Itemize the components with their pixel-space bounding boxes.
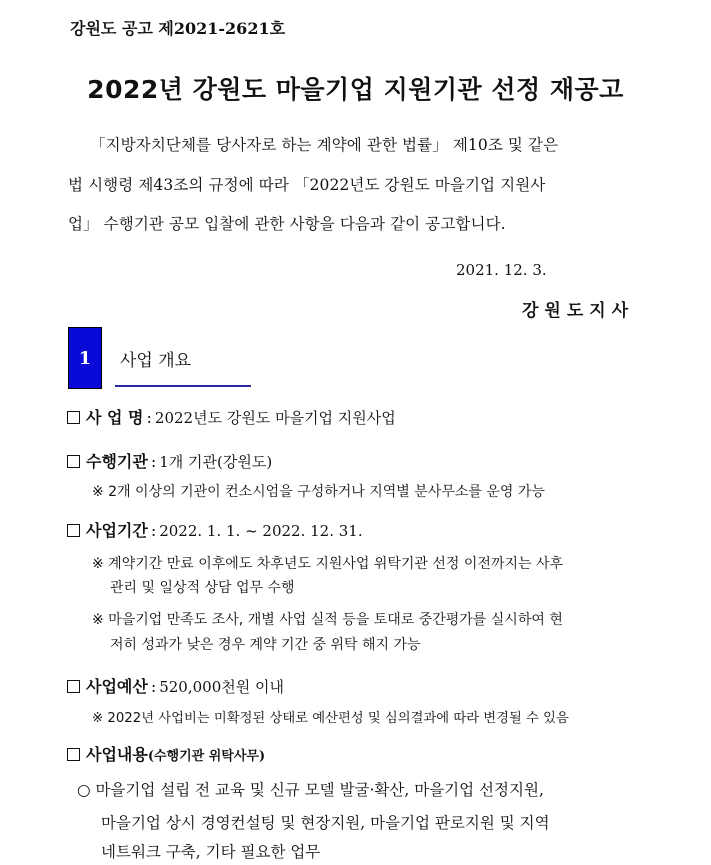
item-agency (67, 449, 272, 472)
period-note-1-line-1: ※ 계약기간 만료 이후에도 차후년도 지원사업 위탁기관 선정 이전까지는 사후 (92, 556, 564, 572)
notice-date: 2021. 12. 3. (456, 261, 547, 279)
item-content (67, 742, 265, 765)
item-label: 사 업 명 (86, 408, 144, 427)
checkbox-square-icon (67, 411, 80, 424)
item-label: 사업예산 (86, 677, 148, 696)
budget-note: ※ 2022년 사업비는 미확정된 상태로 예산편성 및 심의결과에 따라 변경될 수 있음 (92, 711, 569, 726)
colon: : (150, 677, 157, 696)
issuer: 강원도지사 (522, 301, 635, 321)
item-label: 사업내용 (86, 745, 148, 764)
period-note-2-line-2: 저히 성과가 낮은 경우 계약 기간 중 위탁 해지 가능 (110, 637, 421, 653)
item-business-name (67, 405, 396, 428)
agency-note: ※ 2개 이상의 기관이 컨소시엄을 구성하거나 지역별 분사무소를 운영 가능 (92, 484, 545, 500)
colon: : (150, 452, 157, 471)
checkbox-square-icon (67, 455, 80, 468)
section-number-badge: 1 (68, 327, 102, 389)
item-budget (67, 674, 284, 697)
item-sub-label: (수행기관 위탁사무) (147, 749, 266, 764)
intro-line-1: 「지방자치단체를 당사자로 하는 계약에 관한 법률」 제10조 및 같은 (90, 136, 559, 154)
item-label: 수행기관 (86, 452, 148, 471)
item-label: 사업기간 (86, 521, 148, 540)
checkbox-square-icon (67, 748, 80, 761)
content-bullet-line-2: 마을기업 상시 경영컨설팅 및 현장지원, 마을기업 판로지원 및 지역 (101, 814, 550, 832)
item-value: 520,000천원 이내 (159, 678, 284, 696)
checkbox-square-icon (67, 680, 80, 693)
colon: : (150, 521, 157, 540)
colon: : (146, 408, 152, 427)
content-bullet-line-3: 네트워크 구축, 기타 필요한 업무 (101, 843, 321, 861)
content-bullet-line-1: ○ 마을기업 설립 전 교육 및 신규 모델 발굴·확산, 마을기업 선정지원, (77, 781, 544, 799)
notice-number: 강원도 공고 제2021-2621호 (70, 19, 286, 38)
section-underline (115, 385, 251, 387)
section-title: 사업 개요 (120, 351, 192, 371)
item-value: 2022. 1. 1. ~ 2022. 12. 31. (159, 522, 363, 540)
period-note-2-line-1: ※ 마을기업 만족도 조사, 개별 사업 실적 등을 토대로 중간평가를 실시하여 현 (92, 612, 563, 628)
checkbox-square-icon (67, 524, 80, 537)
intro-line-3: 업」 수행기관 공모 입찰에 관한 사항을 다음과 같이 공고합니다. (68, 215, 506, 233)
item-value: 2022년도 강원도 마을기업 지원사업 (154, 409, 396, 427)
period-note-1-line-2: 관리 및 일상적 상담 업무 수행 (110, 580, 295, 596)
intro-line-2: 법 시행령 제43조의 규정에 따라 「2022년도 강원도 마을기업 지원사 (68, 176, 546, 194)
page-title: 2022년 강원도 마을기업 지원기관 선정 재공고 (87, 75, 624, 104)
item-value: 1개 기관(강원도) (159, 453, 273, 471)
item-period (67, 518, 363, 541)
